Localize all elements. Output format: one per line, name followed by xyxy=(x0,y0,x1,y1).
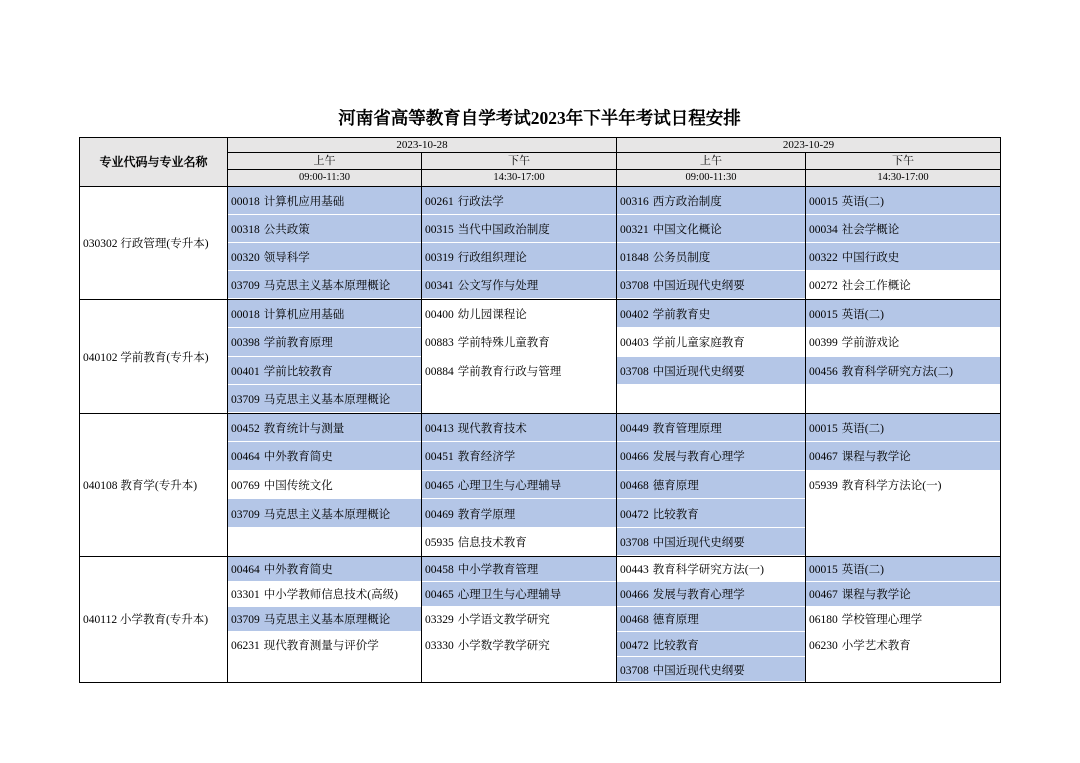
course-cell xyxy=(422,271,617,299)
course-name: 中外教育简史 xyxy=(263,451,333,464)
course-name: 英语(二) xyxy=(841,564,884,577)
course-cell xyxy=(422,414,617,443)
course-code: 03330 xyxy=(425,639,454,652)
schedule-table xyxy=(79,137,1001,683)
course-name: 英语(二) xyxy=(841,195,884,208)
course-name: 行政法学 xyxy=(457,195,504,208)
course-code: 01848 xyxy=(620,252,649,265)
course-cell xyxy=(228,328,422,357)
course-code: 00272 xyxy=(809,280,838,293)
course-cell xyxy=(228,556,422,581)
course-cell xyxy=(617,300,806,329)
course-name: 英语(二) xyxy=(841,309,884,321)
course-cell xyxy=(617,556,806,581)
course-code: 00467 xyxy=(809,451,838,464)
major-cell: 040112 小学教育(专升本) xyxy=(80,556,228,682)
course-name: 现代教育测量与评价学 xyxy=(263,639,379,652)
course-name: 幼儿园课程论 xyxy=(457,309,527,321)
empty-cell xyxy=(806,385,1001,414)
course-name: 社会学概论 xyxy=(841,223,900,236)
course-code: 03708 xyxy=(620,280,649,293)
course-code: 00884 xyxy=(425,365,454,378)
course-code: 00402 xyxy=(620,309,649,321)
course-cell xyxy=(228,632,422,657)
course-name: 课程与教学论 xyxy=(841,589,911,602)
course-code: 00315 xyxy=(425,223,454,236)
course-name: 当代中国政治制度 xyxy=(457,223,550,236)
course-name: 中国行政史 xyxy=(841,252,900,265)
course-code: 00465 xyxy=(425,479,454,492)
table-body xyxy=(80,187,1001,683)
course-name: 现代教育技术 xyxy=(457,423,527,436)
empty-cell xyxy=(806,528,1001,557)
course-code: 00464 xyxy=(231,564,260,577)
course-cell xyxy=(228,442,422,471)
course-name: 西方政治制度 xyxy=(652,195,722,208)
course-code: 00769 xyxy=(231,479,260,492)
course-code: 00261 xyxy=(425,195,454,208)
course-name: 学前儿童家庭教育 xyxy=(652,337,745,350)
course-name: 公文写作与处理 xyxy=(457,280,539,293)
course-cell xyxy=(228,471,422,500)
course-cell xyxy=(806,632,1001,657)
course-code: 00451 xyxy=(425,451,454,464)
course-code: 00472 xyxy=(620,639,649,652)
course-code: 00465 xyxy=(425,589,454,602)
header-date: 2023-10-28 xyxy=(228,138,617,153)
header-time: 14:30-17:00 xyxy=(806,170,1001,187)
course-code: 00319 xyxy=(425,252,454,265)
course-name: 公务员制度 xyxy=(652,252,711,265)
course-code: 00468 xyxy=(620,614,649,627)
course-code: 00456 xyxy=(809,365,838,378)
course-name: 教育科学方法论(一) xyxy=(841,479,942,492)
course-name: 中国近现代史纲要 xyxy=(652,536,745,549)
header-session: 下午 xyxy=(422,153,617,170)
course-cell xyxy=(228,414,422,443)
header-session: 上午 xyxy=(617,153,806,170)
course-cell xyxy=(228,385,422,414)
course-cell xyxy=(617,357,806,386)
course-code: 00467 xyxy=(809,589,838,602)
course-cell xyxy=(422,582,617,607)
course-code: 03708 xyxy=(620,536,649,549)
table-row xyxy=(80,187,1001,215)
course-name: 行政组织理论 xyxy=(457,252,527,265)
course-name: 中国近现代史纲要 xyxy=(652,365,745,378)
course-name: 马克思主义基本原理概论 xyxy=(263,280,391,293)
course-code: 03709 xyxy=(231,508,260,521)
course-code: 00401 xyxy=(231,365,260,378)
course-cell xyxy=(806,607,1001,632)
course-cell xyxy=(806,556,1001,581)
course-cell xyxy=(422,632,617,657)
course-name: 中小学教育管理 xyxy=(457,564,539,577)
empty-cell xyxy=(422,385,617,414)
course-cell xyxy=(422,215,617,243)
course-name: 中外教育简史 xyxy=(263,564,333,577)
course-code: 00400 xyxy=(425,309,454,321)
course-code: 00321 xyxy=(620,223,649,236)
course-name: 小学艺术教育 xyxy=(841,639,911,652)
course-cell xyxy=(806,243,1001,271)
course-name: 学前游戏论 xyxy=(841,337,900,350)
course-code: 00413 xyxy=(425,423,454,436)
course-cell xyxy=(617,328,806,357)
course-name: 教育科学研究方法(一) xyxy=(652,564,764,577)
empty-cell xyxy=(806,499,1001,528)
course-cell xyxy=(806,471,1001,500)
course-cell xyxy=(228,271,422,299)
course-code: 00468 xyxy=(620,479,649,492)
course-code: 00015 xyxy=(809,309,838,321)
course-code: 00469 xyxy=(425,508,454,521)
course-cell xyxy=(422,300,617,329)
course-name: 计算机应用基础 xyxy=(263,195,345,208)
course-name: 计算机应用基础 xyxy=(263,309,345,321)
course-cell xyxy=(806,300,1001,329)
course-code: 00015 xyxy=(809,564,838,577)
course-name: 比较教育 xyxy=(652,639,699,652)
course-name: 比较教育 xyxy=(652,508,699,521)
header-time: 09:00-11:30 xyxy=(617,170,806,187)
course-name: 小学语文教学研究 xyxy=(457,614,550,627)
course-code: 03301 xyxy=(231,589,260,602)
major-cell: 030302 行政管理(专升本) xyxy=(80,187,228,300)
course-cell xyxy=(228,582,422,607)
course-cell xyxy=(617,471,806,500)
course-code: 00399 xyxy=(809,337,838,350)
course-code: 00320 xyxy=(231,252,260,265)
course-code: 00318 xyxy=(231,223,260,236)
course-name: 马克思主义基本原理概论 xyxy=(263,614,391,627)
course-cell xyxy=(422,357,617,386)
course-name: 信息技术教育 xyxy=(457,536,527,549)
course-code: 00398 xyxy=(231,337,260,350)
table-row xyxy=(80,414,1001,443)
course-cell xyxy=(617,442,806,471)
course-code: 03709 xyxy=(231,394,260,406)
course-name: 心理卫生与心理辅导 xyxy=(457,589,562,602)
course-name: 学前教育原理 xyxy=(263,337,333,350)
course-name: 公共政策 xyxy=(263,223,310,236)
course-cell xyxy=(806,328,1001,357)
major-cell: 040102 学前教育(专升本) xyxy=(80,300,228,414)
page-title: 河南省高等教育自学考试2023年下半年考试日程安排 xyxy=(338,108,741,128)
course-cell xyxy=(422,607,617,632)
course-cell xyxy=(617,271,806,299)
course-code: 03709 xyxy=(231,614,260,627)
course-code: 00464 xyxy=(231,451,260,464)
course-cell xyxy=(422,187,617,215)
course-code: 00472 xyxy=(620,508,649,521)
course-cell xyxy=(617,243,806,271)
course-name: 发展与教育心理学 xyxy=(652,589,745,602)
header-major-column: 专业代码与专业名称 xyxy=(80,138,228,187)
course-cell xyxy=(617,582,806,607)
course-cell xyxy=(806,357,1001,386)
course-name: 德育原理 xyxy=(652,479,699,492)
header-session: 上午 xyxy=(228,153,422,170)
course-code: 05935 xyxy=(425,536,454,549)
course-cell xyxy=(617,607,806,632)
course-code: 00015 xyxy=(809,195,838,208)
header-time: 09:00-11:30 xyxy=(228,170,422,187)
course-code: 03329 xyxy=(425,614,454,627)
course-name: 课程与教学论 xyxy=(841,451,911,464)
course-name: 学前教育史 xyxy=(652,309,711,321)
course-name: 马克思主义基本原理概论 xyxy=(263,394,391,406)
course-code: 00018 xyxy=(231,195,260,208)
course-code: 06180 xyxy=(809,614,838,627)
course-code: 00034 xyxy=(809,223,838,236)
course-cell xyxy=(422,442,617,471)
course-name: 中国近现代史纲要 xyxy=(652,280,745,293)
course-cell xyxy=(806,442,1001,471)
course-name: 社会工作概论 xyxy=(841,280,911,293)
course-code: 00443 xyxy=(620,564,649,577)
course-code: 00883 xyxy=(425,337,454,350)
course-code: 06230 xyxy=(809,639,838,652)
header-time: 14:30-17:00 xyxy=(422,170,617,187)
table-row xyxy=(80,300,1001,329)
course-name: 心理卫生与心理辅导 xyxy=(457,479,562,492)
course-code: 00015 xyxy=(809,423,838,436)
course-code: 03708 xyxy=(620,365,649,378)
course-name: 教育统计与测量 xyxy=(263,423,345,436)
course-code: 03708 xyxy=(620,664,649,677)
course-name: 教育管理原理 xyxy=(652,423,722,436)
course-cell xyxy=(806,187,1001,215)
course-cell xyxy=(617,632,806,657)
course-name: 小学数学教学研究 xyxy=(457,639,550,652)
table-header xyxy=(80,138,1001,187)
course-cell xyxy=(228,187,422,215)
course-cell xyxy=(617,657,806,682)
course-name: 英语(二) xyxy=(841,423,884,436)
course-cell xyxy=(422,243,617,271)
course-cell xyxy=(422,528,617,557)
course-cell xyxy=(617,215,806,243)
course-cell xyxy=(228,607,422,632)
course-cell xyxy=(228,499,422,528)
empty-cell xyxy=(228,657,422,682)
course-name: 教育经济学 xyxy=(457,451,516,464)
course-cell xyxy=(422,471,617,500)
course-code: 00452 xyxy=(231,423,260,436)
course-code: 00018 xyxy=(231,309,260,321)
course-cell xyxy=(806,582,1001,607)
empty-cell xyxy=(617,385,806,414)
major-cell: 040108 教育学(专升本) xyxy=(80,414,228,557)
course-code: 00316 xyxy=(620,195,649,208)
course-code: 00403 xyxy=(620,337,649,350)
course-name: 中国文化概论 xyxy=(652,223,722,236)
header-session: 下午 xyxy=(806,153,1001,170)
course-code: 00322 xyxy=(809,252,838,265)
course-name: 教育学原理 xyxy=(457,508,516,521)
course-name: 中国传统文化 xyxy=(263,479,333,492)
course-name: 中国近现代史纲要 xyxy=(652,664,745,677)
course-cell xyxy=(617,414,806,443)
course-code: 00466 xyxy=(620,451,649,464)
course-name: 发展与教育心理学 xyxy=(652,451,745,464)
empty-cell xyxy=(422,657,617,682)
empty-cell xyxy=(228,528,422,557)
course-code: 03709 xyxy=(231,280,260,293)
course-cell xyxy=(228,300,422,329)
course-cell xyxy=(806,414,1001,443)
course-name: 马克思主义基本原理概论 xyxy=(263,508,391,521)
course-cell xyxy=(228,357,422,386)
course-cell xyxy=(806,215,1001,243)
course-cell xyxy=(228,215,422,243)
course-cell xyxy=(422,556,617,581)
course-name: 学校管理心理学 xyxy=(841,614,923,627)
course-name: 学前比较教育 xyxy=(263,365,333,378)
course-cell xyxy=(422,499,617,528)
header-date: 2023-10-29 xyxy=(617,138,1001,153)
course-code: 00341 xyxy=(425,280,454,293)
course-cell xyxy=(228,243,422,271)
course-code: 05939 xyxy=(809,479,838,492)
course-cell xyxy=(617,499,806,528)
course-name: 德育原理 xyxy=(652,614,699,627)
course-name: 教育科学研究方法(二) xyxy=(841,365,953,378)
course-code: 00458 xyxy=(425,564,454,577)
course-code: 00466 xyxy=(620,589,649,602)
course-cell xyxy=(422,328,617,357)
header-row-dates xyxy=(80,138,1001,153)
course-name: 学前教育行政与管理 xyxy=(457,365,562,378)
course-cell xyxy=(617,187,806,215)
course-name: 中小学教师信息技术(高级) xyxy=(263,589,398,602)
course-name: 学前特殊儿童教育 xyxy=(457,337,550,350)
course-cell xyxy=(617,528,806,557)
empty-cell xyxy=(806,657,1001,682)
table-row xyxy=(80,556,1001,581)
course-cell xyxy=(806,271,1001,299)
course-code: 06231 xyxy=(231,639,260,652)
course-code: 00449 xyxy=(620,423,649,436)
course-name: 领导科学 xyxy=(263,252,310,265)
